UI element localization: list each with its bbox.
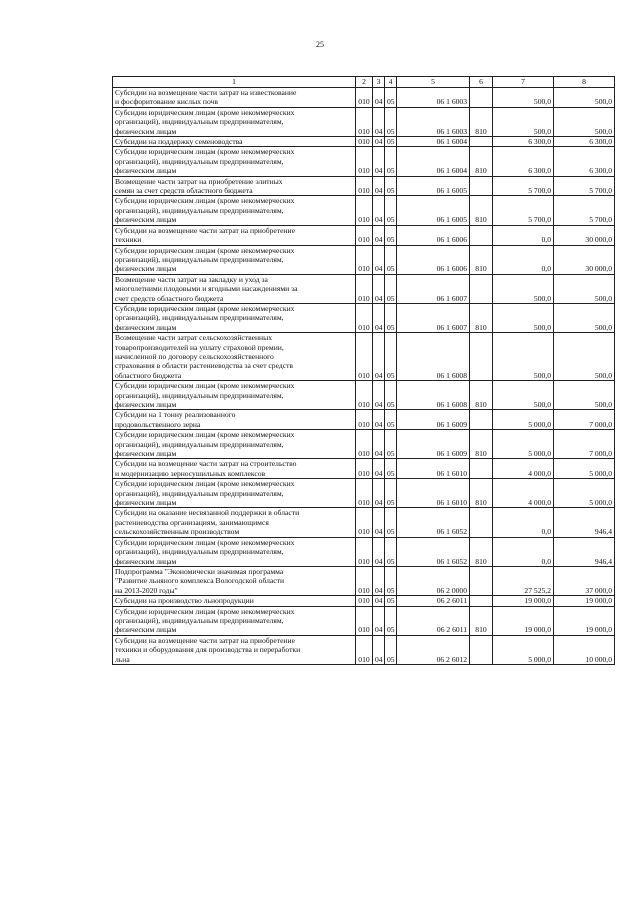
section-code: 04 — [373, 606, 385, 635]
item-name: Субсидии на производство льнопродукции — [113, 596, 356, 606]
amount-year-1: 0,0 — [493, 225, 554, 245]
section-code: 04 — [373, 430, 385, 459]
expense-type-code — [470, 596, 493, 606]
amount-year-1: 5 000,0 — [493, 635, 554, 664]
subsection-code: 05 — [385, 88, 397, 108]
expense-type-code: 810 — [470, 381, 493, 410]
amount-year-1: 500,0 — [493, 107, 554, 136]
section-code: 04 — [373, 508, 385, 537]
item-name: Субсидии юридическим лицам (кроме некоммерческих организаций), индивидуальным предпринимателям, физическим лицам — [113, 537, 356, 566]
item-name: Субсидии юридическим лицам (кроме некоммерческих организаций), индивидуальным предпринимателям, физическим лицам — [113, 430, 356, 459]
amount-year-1: 4 000,0 — [493, 479, 554, 508]
table-row — [113, 410, 615, 430]
ministry-code: 010 — [356, 245, 373, 274]
subsection-code: 05 — [385, 225, 397, 245]
section-code: 04 — [373, 537, 385, 566]
amount-year-2: 500,0 — [554, 303, 615, 332]
amount-year-1: 0,0 — [493, 245, 554, 274]
ministry-code: 010 — [356, 196, 373, 225]
item-name: Субсидии юридическим лицам (кроме некоммерческих организаций), индивидуальным предпринимателям, физическим лицам — [113, 245, 356, 274]
expense-type-code — [470, 566, 493, 595]
amount-year-2: 30 000,0 — [554, 225, 615, 245]
ministry-code: 010 — [356, 176, 373, 196]
item-name: Субсидии юридическим лицам (кроме некоммерческих организаций), индивидуальным предпринимателям, физическим лицам — [113, 479, 356, 508]
subsection-code: 05 — [385, 606, 397, 635]
subsection-code: 05 — [385, 596, 397, 606]
target-article-code: 06 1 6009 — [397, 410, 470, 430]
target-article-code: 06 1 6006 — [397, 245, 470, 274]
amount-year-2: 5 000,0 — [554, 479, 615, 508]
item-name: Субсидии на 1 тонну реализованного продовольственного зерна — [113, 410, 356, 430]
ministry-code: 010 — [356, 566, 373, 595]
amount-year-1: 5 700,0 — [493, 176, 554, 196]
ministry-code: 010 — [356, 430, 373, 459]
target-article-code: 06 1 6003 — [397, 88, 470, 108]
subsection-code: 05 — [385, 459, 397, 479]
column-number-row — [113, 77, 615, 88]
ministry-code: 010 — [356, 508, 373, 537]
expense-type-code: 810 — [470, 303, 493, 332]
item-name: Субсидии на возмещение части затрат на приобретение техники — [113, 225, 356, 245]
amount-year-1: 19 000,0 — [493, 596, 554, 606]
expense-type-code: 810 — [470, 107, 493, 136]
table-row — [113, 606, 615, 635]
expense-type-code: 810 — [470, 479, 493, 508]
table-row — [113, 333, 615, 381]
target-article-code: 06 1 6007 — [397, 274, 470, 303]
column-header: 3 — [373, 77, 385, 88]
expense-type-code: 810 — [470, 245, 493, 274]
table-row — [113, 137, 615, 147]
column-header: 1 — [113, 77, 356, 88]
subsection-code: 05 — [385, 410, 397, 430]
item-name: Субсидии юридическим лицам (кроме некоммерческих организаций), индивидуальным предпринимателям, физическим лицам — [113, 196, 356, 225]
column-header: 2 — [356, 77, 373, 88]
target-article-code: 06 1 6003 — [397, 107, 470, 136]
section-code: 04 — [373, 147, 385, 176]
expense-type-code: 810 — [470, 430, 493, 459]
expense-type-code — [470, 88, 493, 108]
section-code: 04 — [373, 459, 385, 479]
subsection-code: 05 — [385, 333, 397, 381]
table-row — [113, 508, 615, 537]
expense-type-code — [470, 635, 493, 664]
subsection-code: 05 — [385, 479, 397, 508]
expense-type-code: 810 — [470, 537, 493, 566]
subsection-code: 05 — [385, 566, 397, 595]
expense-type-code — [470, 137, 493, 147]
ministry-code: 010 — [356, 479, 373, 508]
subsection-code: 05 — [385, 508, 397, 537]
expense-type-code — [470, 274, 493, 303]
amount-year-1: 5 000,0 — [493, 410, 554, 430]
expense-type-code — [470, 333, 493, 381]
ministry-code: 010 — [356, 333, 373, 381]
amount-year-2: 5 700,0 — [554, 176, 615, 196]
target-article-code: 06 1 6009 — [397, 430, 470, 459]
target-article-code: 06 1 6052 — [397, 537, 470, 566]
section-code: 04 — [373, 303, 385, 332]
table-row — [113, 225, 615, 245]
subsection-code: 05 — [385, 537, 397, 566]
target-article-code: 06 1 6008 — [397, 333, 470, 381]
item-name: Субсидии юридическим лицам (кроме некоммерческих организаций), индивидуальным предпринимателям, физическим лицам — [113, 381, 356, 410]
section-code: 04 — [373, 333, 385, 381]
expense-type-code: 810 — [470, 147, 493, 176]
item-name: Субсидии на поддержку семеноводства — [113, 137, 356, 147]
subsection-code: 05 — [385, 635, 397, 664]
amount-year-1: 500,0 — [493, 303, 554, 332]
item-name: Субсидии на возмещение части затрат на известкование и фосфоритование кислых почв — [113, 88, 356, 108]
table-row — [113, 88, 615, 108]
expense-type-code: 810 — [470, 606, 493, 635]
amount-year-2: 6 300,0 — [554, 137, 615, 147]
section-code: 04 — [373, 274, 385, 303]
amount-year-2: 30 000,0 — [554, 245, 615, 274]
item-name: Субсидии юридическим лицам (кроме некоммерческих организаций), индивидуальным предпринимателям, физическим лицам — [113, 147, 356, 176]
target-article-code: 06 1 6008 — [397, 381, 470, 410]
item-name: Субсидии на оказание несвязанной поддержки в области растениеводства организациям, занимающимся сельскохозяйственным производством — [113, 508, 356, 537]
expense-type-code — [470, 459, 493, 479]
amount-year-1: 500,0 — [493, 88, 554, 108]
target-article-code: 06 1 6005 — [397, 176, 470, 196]
amount-year-2: 946,4 — [554, 537, 615, 566]
amount-year-2: 19 000,0 — [554, 606, 615, 635]
expense-type-code — [470, 225, 493, 245]
subsection-code: 05 — [385, 274, 397, 303]
table-row — [113, 274, 615, 303]
table-row — [113, 381, 615, 410]
table-row — [113, 635, 615, 664]
target-article-code: 06 2 6011 — [397, 596, 470, 606]
table-row — [113, 147, 615, 176]
item-name: Субсидии юридическим лицам (кроме некоммерческих организаций), индивидуальным предпринимателям, физическим лицам — [113, 303, 356, 332]
item-name: Субсидии юридическим лицам (кроме некоммерческих организаций), индивидуальным предпринимателям, физическим лицам — [113, 107, 356, 136]
subsection-code: 05 — [385, 430, 397, 459]
ministry-code: 010 — [356, 88, 373, 108]
amount-year-1: 27 525,2 — [493, 566, 554, 595]
amount-year-2: 6 300,0 — [554, 147, 615, 176]
target-article-code: 06 1 6006 — [397, 225, 470, 245]
item-name: Субсидии на возмещение части затрат на приобретение техники и оборудования для производства и переработки льна — [113, 635, 356, 664]
expense-type-code — [470, 176, 493, 196]
target-article-code: 06 1 6004 — [397, 147, 470, 176]
table-row — [113, 479, 615, 508]
column-header: 8 — [554, 77, 615, 88]
amount-year-1: 6 300,0 — [493, 137, 554, 147]
column-header: 4 — [385, 77, 397, 88]
amount-year-2: 500,0 — [554, 381, 615, 410]
subsection-code: 05 — [385, 381, 397, 410]
amount-year-1: 6 300,0 — [493, 147, 554, 176]
table-row — [113, 245, 615, 274]
ministry-code: 010 — [356, 410, 373, 430]
amount-year-1: 19 000,0 — [493, 606, 554, 635]
amount-year-2: 10 000,0 — [554, 635, 615, 664]
section-code: 04 — [373, 635, 385, 664]
amount-year-2: 37 000,0 — [554, 566, 615, 595]
table-row — [113, 430, 615, 459]
section-code: 04 — [373, 107, 385, 136]
section-code: 04 — [373, 479, 385, 508]
amount-year-1: 4 000,0 — [493, 459, 554, 479]
table-row — [113, 303, 615, 332]
section-code: 04 — [373, 596, 385, 606]
item-name: Подпрограмма "Экономически значимая программа "Развитие льняного комплекса Вологодской области на 2013-2020 годы" — [113, 566, 356, 595]
expense-type-code: 810 — [470, 196, 493, 225]
amount-year-2: 7 000,0 — [554, 430, 615, 459]
section-code: 04 — [373, 225, 385, 245]
target-article-code: 06 2 6011 — [397, 606, 470, 635]
subsection-code: 05 — [385, 196, 397, 225]
subsection-code: 05 — [385, 137, 397, 147]
subsection-code: 05 — [385, 245, 397, 274]
amount-year-2: 500,0 — [554, 274, 615, 303]
section-code: 04 — [373, 88, 385, 108]
expense-type-code — [470, 410, 493, 430]
amount-year-2: 946,4 — [554, 508, 615, 537]
table-row — [113, 596, 615, 606]
subsection-code: 05 — [385, 147, 397, 176]
ministry-code: 010 — [356, 606, 373, 635]
table-row — [113, 107, 615, 136]
amount-year-2: 7 000,0 — [554, 410, 615, 430]
amount-year-1: 0,0 — [493, 537, 554, 566]
amount-year-1: 500,0 — [493, 333, 554, 381]
amount-year-1: 5 700,0 — [493, 196, 554, 225]
table-body — [113, 88, 615, 665]
table-row — [113, 176, 615, 196]
section-code: 04 — [373, 566, 385, 595]
amount-year-2: 5 000,0 — [554, 459, 615, 479]
section-code: 04 — [373, 410, 385, 430]
section-code: 04 — [373, 381, 385, 410]
table-row — [113, 537, 615, 566]
table-row — [113, 459, 615, 479]
section-code: 04 — [373, 137, 385, 147]
ministry-code: 010 — [356, 635, 373, 664]
section-code: 04 — [373, 196, 385, 225]
amount-year-1: 5 000,0 — [493, 430, 554, 459]
amount-year-2: 500,0 — [554, 333, 615, 381]
ministry-code: 010 — [356, 274, 373, 303]
column-header: 7 — [493, 77, 554, 88]
amount-year-1: 500,0 — [493, 381, 554, 410]
subsection-code: 05 — [385, 176, 397, 196]
target-article-code: 06 1 6010 — [397, 479, 470, 508]
amount-year-2: 500,0 — [554, 88, 615, 108]
section-code: 04 — [373, 176, 385, 196]
item-name: Возмещение части затрат на приобретение элитных семян за счет средств областного бюджета — [113, 176, 356, 196]
target-article-code: 06 1 6052 — [397, 508, 470, 537]
expense-type-code — [470, 508, 493, 537]
item-name: Возмещение части затрат на закладку и уход за многолетними плодовыми и ягодными насаждениями за счет средств областного бюджета — [113, 274, 356, 303]
target-article-code: 06 1 6005 — [397, 196, 470, 225]
table-row — [113, 566, 615, 595]
target-article-code: 06 1 6010 — [397, 459, 470, 479]
amount-year-1: 500,0 — [493, 274, 554, 303]
item-name: Возмещение части затрат сельскохозяйственных товаропроизводителей на уплату страховой премии, начисленной по договору сельскохозяйственного страхования в области растениеводства за счет средств областного бюджета — [113, 333, 356, 381]
amount-year-2: 500,0 — [554, 107, 615, 136]
page-number: 25 — [316, 40, 324, 49]
amount-year-2: 5 700,0 — [554, 196, 615, 225]
ministry-code: 010 — [356, 596, 373, 606]
ministry-code: 010 — [356, 137, 373, 147]
ministry-code: 010 — [356, 459, 373, 479]
amount-year-2: 19 000,0 — [554, 596, 615, 606]
ministry-code: 010 — [356, 147, 373, 176]
ministry-code: 010 — [356, 107, 373, 136]
column-header: 5 — [397, 77, 470, 88]
table-row — [113, 196, 615, 225]
item-name: Субсидии юридическим лицам (кроме некоммерческих организаций), индивидуальным предпринимателям, физическим лицам — [113, 606, 356, 635]
target-article-code: 06 1 6007 — [397, 303, 470, 332]
budget-table — [112, 76, 615, 665]
subsection-code: 05 — [385, 107, 397, 136]
ministry-code: 010 — [356, 537, 373, 566]
subsection-code: 05 — [385, 303, 397, 332]
ministry-code: 010 — [356, 225, 373, 245]
ministry-code: 010 — [356, 381, 373, 410]
amount-year-1: 0,0 — [493, 508, 554, 537]
section-code: 04 — [373, 245, 385, 274]
item-name: Субсидии на возмещение части затрат на строительство и модернизацию зерносушильных комплексов — [113, 459, 356, 479]
target-article-code: 06 2 0000 — [397, 566, 470, 595]
ministry-code: 010 — [356, 303, 373, 332]
column-header: 6 — [470, 77, 493, 88]
target-article-code: 06 2 6012 — [397, 635, 470, 664]
target-article-code: 06 1 6004 — [397, 137, 470, 147]
